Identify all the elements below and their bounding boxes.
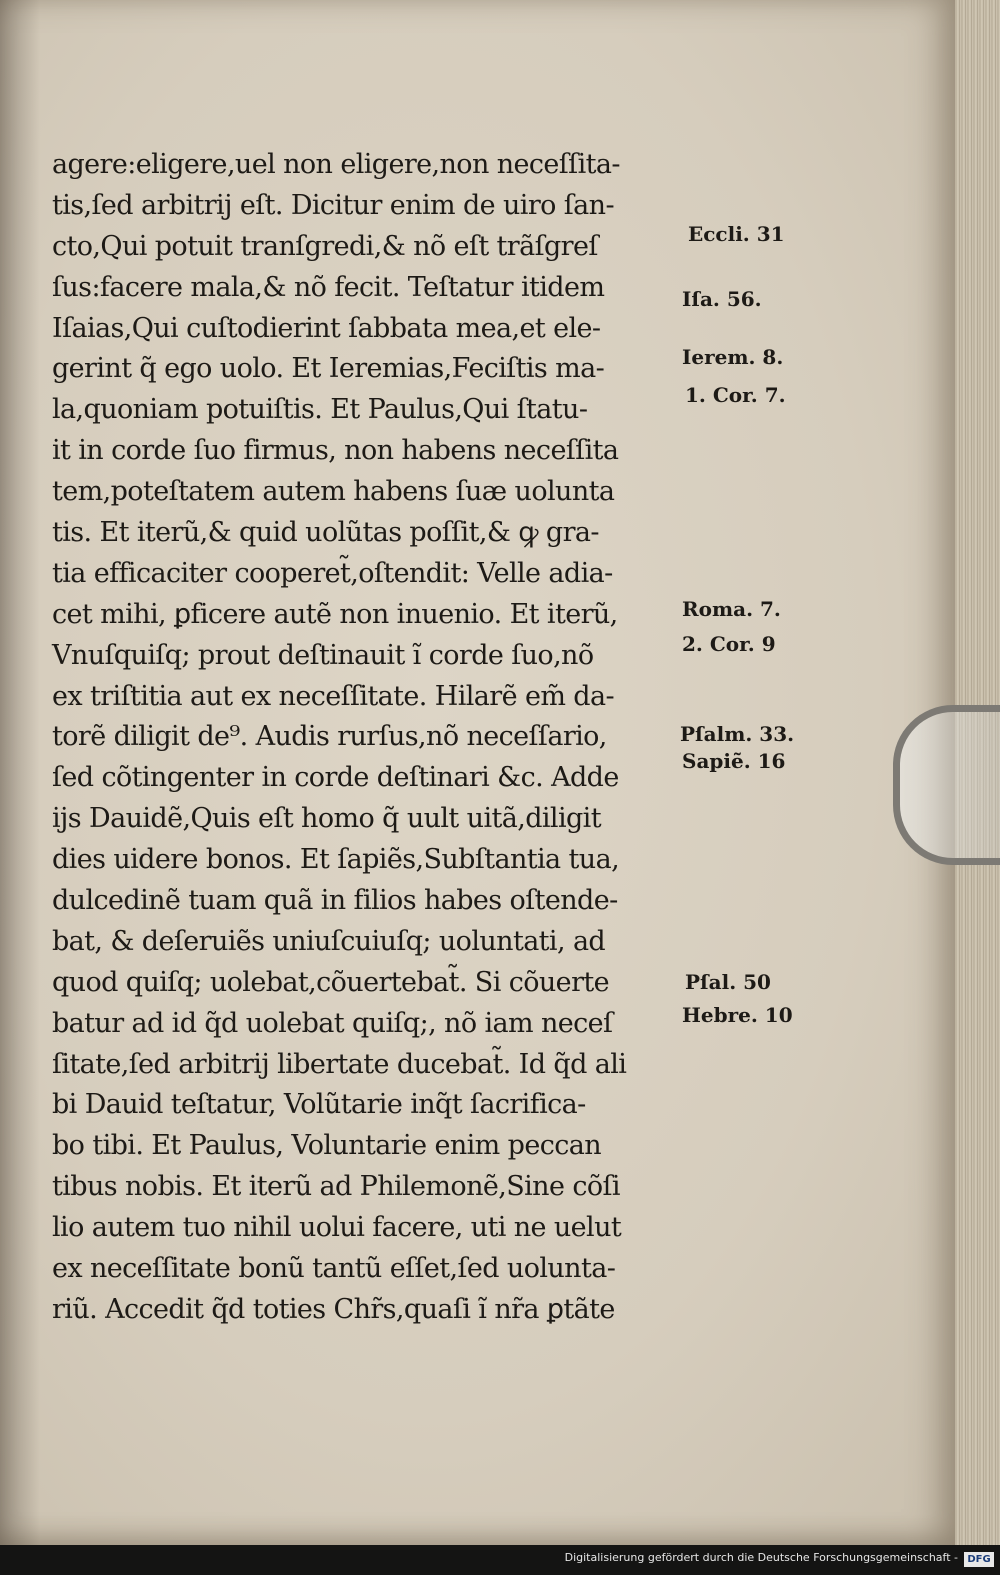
text-line: la,quoniam potuiſtis. Et Paulus,Qui ſtatu- [52, 394, 588, 426]
text-line: tis. Et iterũ,& quid uolũtas poſſit,& ꝙ gra- [52, 517, 599, 549]
text-line: ijs Dauidẽ,Quis eſt homo q̃ uult uitã,diligit [52, 803, 601, 835]
text-line: bi Dauid teſtatur, Volũtarie inq̃t ſacrifica- [52, 1089, 586, 1121]
digitization-credit: Digitalisierung gefördert durch die Deutsche Forschungsgemeinschaft - [564, 1551, 958, 1564]
text-line: tem,poteſtatem autem habens ſuæ uolunta [52, 476, 615, 508]
text-line: dies uidere bonos. Et ſapiẽs,Subſtantia tua, [52, 844, 620, 876]
marginal-note: Sapiẽ. 16 [682, 749, 786, 773]
text-line: bo tibi. Et Paulus, Voluntarie enim peccan [52, 1130, 602, 1162]
text-line: agere:eligere,uel non eligere,non neceſſita- [52, 149, 620, 180]
marginal-note: Pſalm. 33. [680, 722, 795, 746]
text-line: ſitate,ſed arbitrij libertate ducebat̃. Id q̃d ali [52, 1048, 627, 1080]
marginal-note: 2. Cor. 9 [682, 632, 776, 656]
text-line: ſed cõtingenter in corde deſtinari &c. Adde [52, 762, 619, 794]
spine-shadow [0, 0, 40, 1545]
text-line: ex triſtitia aut ex neceſſitate. Hilarẽ em̃ da- [52, 680, 615, 712]
text-line: ex neceſſitate bonũ tantũ eſſet,ſed uolunta- [52, 1253, 616, 1285]
text-line: ſus:facere mala,& nõ fecit. Teſtatur itidem [52, 271, 605, 303]
text-line: torẽ diligit de⁹. Audis rurſus,nõ neceſſario, [52, 721, 607, 753]
text-line: Vnuſquiſq; prout deſtinauit ĩ corde ſuo,nõ [52, 639, 594, 671]
marginal-note: Iſa. 56. [682, 287, 762, 311]
text-line: quod quiſq; uolebat,cõuertebat̃. Si cõuerte [52, 966, 610, 998]
text-line: lio autem tuo nihil uolui facere, uti ne uelut [52, 1212, 622, 1244]
text-line: gerint q̃ ego uolo. Et Ieremias,Feciſtis ma- [52, 353, 605, 385]
body-text [52, 145, 692, 1331]
text-line: dulcedinẽ tuam quã in filios habes oſtende- [52, 885, 618, 917]
marginal-note: Roma. 7. [682, 597, 781, 621]
text-line: Iſaias,Qui cuſtodierint ſabbata mea,et ele- [52, 312, 601, 344]
marginal-note: Pſal. 50 [685, 970, 771, 994]
text-line: tis,ſed arbitrij eſt. Dicitur enim de uiro ſan- [52, 189, 614, 221]
marginal-note: Ierem. 8. [682, 345, 784, 369]
text-line: cto,Qui potuit tranſgredi,& nõ eſt trãſgreſ [52, 230, 598, 262]
text-line: bat, & deſeruiẽs uniuſcuiuſq; uoluntati, ad [52, 925, 606, 957]
text-line: it in corde ſuo firmus, non habens neceſſita [52, 435, 619, 467]
text-line: riũ. Accedit q̃d toties Chr̃s,quaſi ĩ nr̃a ꝑtãte [52, 1293, 615, 1325]
text-line: tibus nobis. Et iterũ ad Philemonẽ,Sine cõſi [52, 1171, 620, 1203]
marginal-note: Hebre. 10 [682, 1003, 793, 1027]
dfg-logo: DFG [964, 1552, 994, 1567]
marginal-note: 1. Cor. 7. [685, 383, 786, 407]
text-line: batur ad id q̃d uolebat quiſq;, nõ iam neceſ [52, 1007, 613, 1039]
text-line: cet mihi, ꝑficere autẽ non inuenio. Et iterũ, [52, 598, 618, 630]
text-line: tia efficaciter cooperet̃,oſtendit: Velle adia- [52, 557, 613, 589]
page-clip [893, 705, 1000, 865]
marginal-note: Eccli. 31 [688, 222, 785, 246]
